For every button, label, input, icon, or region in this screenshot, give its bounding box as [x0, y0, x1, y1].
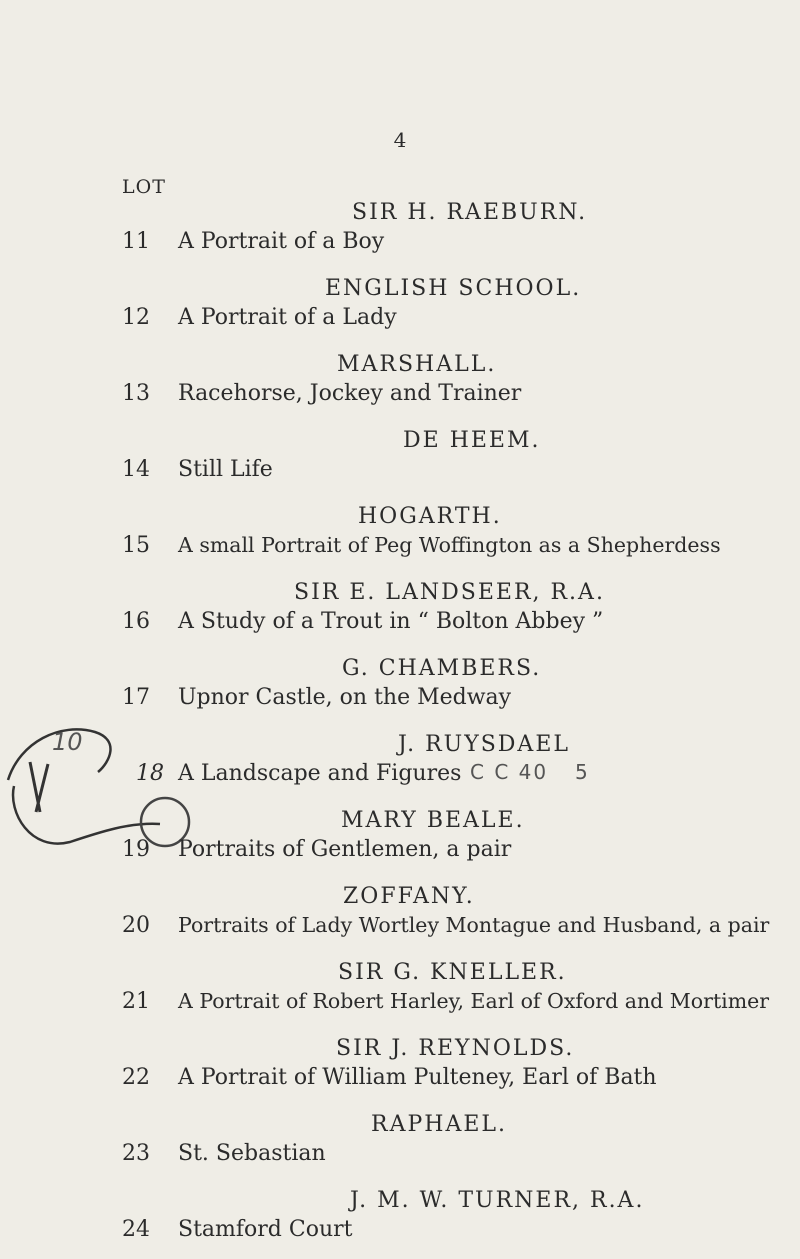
- lot-title: Portraits of Gentlemen, a pair: [178, 837, 512, 862]
- handwritten-annotation-icon: [0, 702, 200, 872]
- artist-name: SIR E. LANDSEER, R.A.: [294, 580, 605, 605]
- artist-name: MARSHALL.: [337, 352, 497, 377]
- lot-title: Stamford Court: [178, 1217, 353, 1242]
- lot-title: A Portrait of Robert Harley, Earl of Oxford and Mortimer: [178, 989, 770, 1013]
- lot-number: 13: [122, 381, 150, 406]
- lot-number: 16: [122, 609, 150, 634]
- lot-number: 20: [122, 913, 150, 938]
- lot-title: A small Portrait of Peg Woffington as a Shepherdess: [178, 533, 721, 557]
- lot-title: A Landscape and Figures: [178, 761, 462, 786]
- artist-name: J. M. W. TURNER, R.A.: [350, 1188, 645, 1213]
- lot-title: A Portrait of William Pulteney, Earl of Bath: [178, 1065, 657, 1090]
- lot-number: 19: [122, 837, 150, 862]
- lot-number: 18: [136, 761, 164, 786]
- artist-name: SIR J. REYNOLDS.: [336, 1036, 575, 1061]
- lot-number: 12: [122, 305, 150, 330]
- lot-title: Still Life: [178, 457, 273, 482]
- lot-number: 23: [122, 1141, 150, 1166]
- lot-column-header: LOT: [122, 176, 166, 198]
- artist-name: ENGLISH SCHOOL.: [325, 276, 582, 301]
- lot-number: 11: [122, 229, 150, 254]
- lot-title: A Study of a Trout in “ Bolton Abbey ”: [178, 609, 604, 634]
- lot-number: 14: [122, 457, 150, 482]
- page-number: 4: [393, 128, 407, 152]
- artist-name: ZOFFANY.: [343, 884, 475, 909]
- artist-name: MARY BEALE.: [341, 808, 525, 833]
- price-annotation: C C 40: [470, 760, 549, 784]
- lot-title: A Portrait of a Lady: [178, 305, 397, 330]
- artist-name: RAPHAEL.: [371, 1112, 507, 1137]
- artist-name: DE HEEM.: [403, 428, 541, 453]
- artist-name: G. CHAMBERS.: [342, 656, 542, 681]
- mark-annotation: 5: [575, 760, 588, 784]
- artist-name: SIR H. RAEBURN.: [352, 200, 588, 225]
- lot-number: 15: [122, 533, 150, 558]
- artist-name: HOGARTH.: [358, 504, 502, 529]
- lot-number: 17: [122, 685, 150, 710]
- lot-title: Racehorse, Jockey and Trainer: [178, 381, 522, 406]
- handwritten-stroke: [30, 762, 48, 812]
- lot-number: 24: [122, 1217, 150, 1242]
- lot-number: 21: [122, 989, 150, 1014]
- lot-title: Upnor Castle, on the Medway: [178, 685, 512, 710]
- margin-annotation: 10: [52, 728, 83, 756]
- artist-name: SIR G. KNELLER.: [338, 960, 567, 985]
- lot-title: St. Sebastian: [178, 1141, 326, 1166]
- lot-title: A Portrait of a Boy: [178, 229, 385, 254]
- artist-name: J. RUYSDAEL: [398, 732, 570, 757]
- lot-number: 22: [122, 1065, 150, 1090]
- lot-title: Portraits of Lady Wortley Montague and Husband, a pair: [178, 913, 770, 937]
